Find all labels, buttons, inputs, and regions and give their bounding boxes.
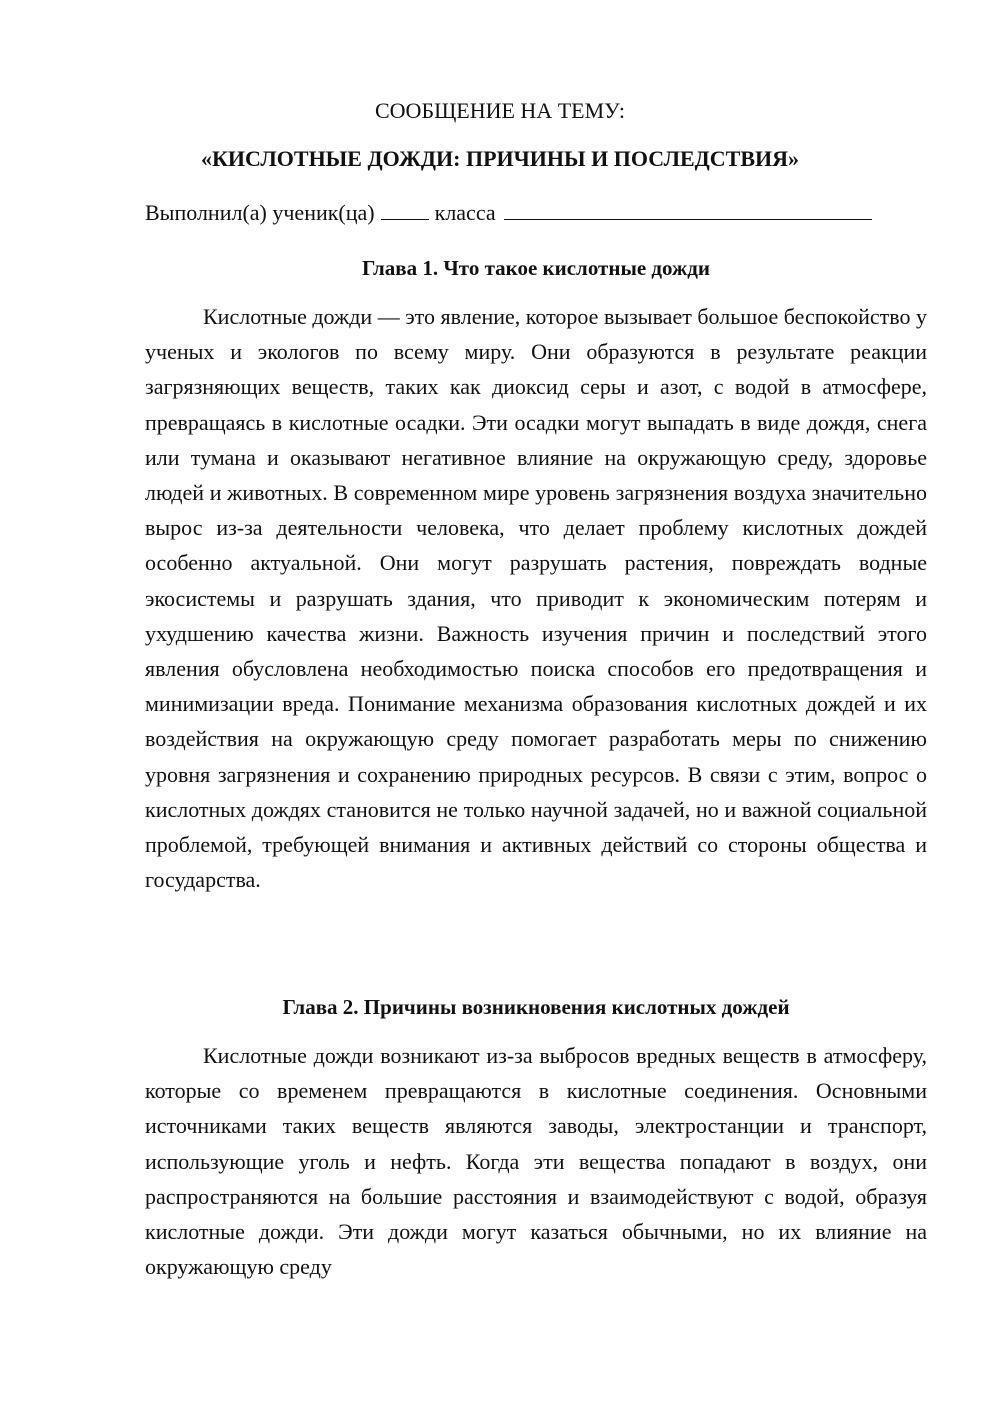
name-blank <box>504 199 872 220</box>
chapter-2-paragraph: Кислотные дожди возникают из-за выбросов вредных веществ в атмосферу, которые со временем превращаются в кислотные соединения. Основными источниками таких веществ являются заводы, электростанции и транспорт, использующие уголь и нефть. Когда эти вещества попадают в воздух, они распространяются на большие расстояния и взаимодействуют с водой, образуя кислотные дожди. Эти дожди могут казаться обычными, но их влияние на окружающую среду <box>145 1043 927 1280</box>
document-title: «КИСЛОТНЫЕ ДОЖДИ: ПРИЧИНЫ И ПОСЛЕДСТВИЯ» <box>200 146 800 171</box>
author-line <box>145 199 935 227</box>
document-heading: СООБЩЕНИЕ НА ТЕМУ: <box>375 98 625 123</box>
chapter-1-title: Глава 1. Что такое кислотные дожди <box>362 256 710 280</box>
grade-blank <box>381 199 429 220</box>
chapter-1-paragraph: Кислотные дожди — это явление, которое вызывает большое беспокойство у ученых и экологов по всему миру. Они образуются в результате реакции загрязняющих веществ, таких как диоксид серы и азот, с водой в атмосфере, превращаясь в кислотные осадки. Эти осадки могут выпадать в виде дождя, снега или тумана и оказывают негативное влияние на окружающую среду, здоровье людей и животных. В современном мире уровень загрязнения воздуха значительно вырос из-за деятельности человека, что делает проблему кислотных дождей особенно актуальной. Они могут разрушать растения, повреждать водные экосистемы и разрушать здания, что приводит к экономическим потерям и ухудшению качества жизни. Важность изучения причин и последствий этого явления обусловлена необходимостью поиска способов его предотвращения и минимизации вреда. Понимание механизма образования кислотных дождей и их воздействия на окружающую среду помогает разработать меры по снижению уровня загрязнения и сохранению природных ресурсов. В связи с этим, вопрос о кислотных дождях становится не только научной задачей, но и важной социальной проблемой, требующей внимания и активных действий со стороны общества и государства. <box>145 304 927 893</box>
chapter-2-title: Глава 2. Причины возникновения кислотных дождей <box>282 995 790 1019</box>
class-label: класса <box>434 200 496 225</box>
author-prefix: Выполнил(а) ученик(ца) <box>145 200 375 225</box>
